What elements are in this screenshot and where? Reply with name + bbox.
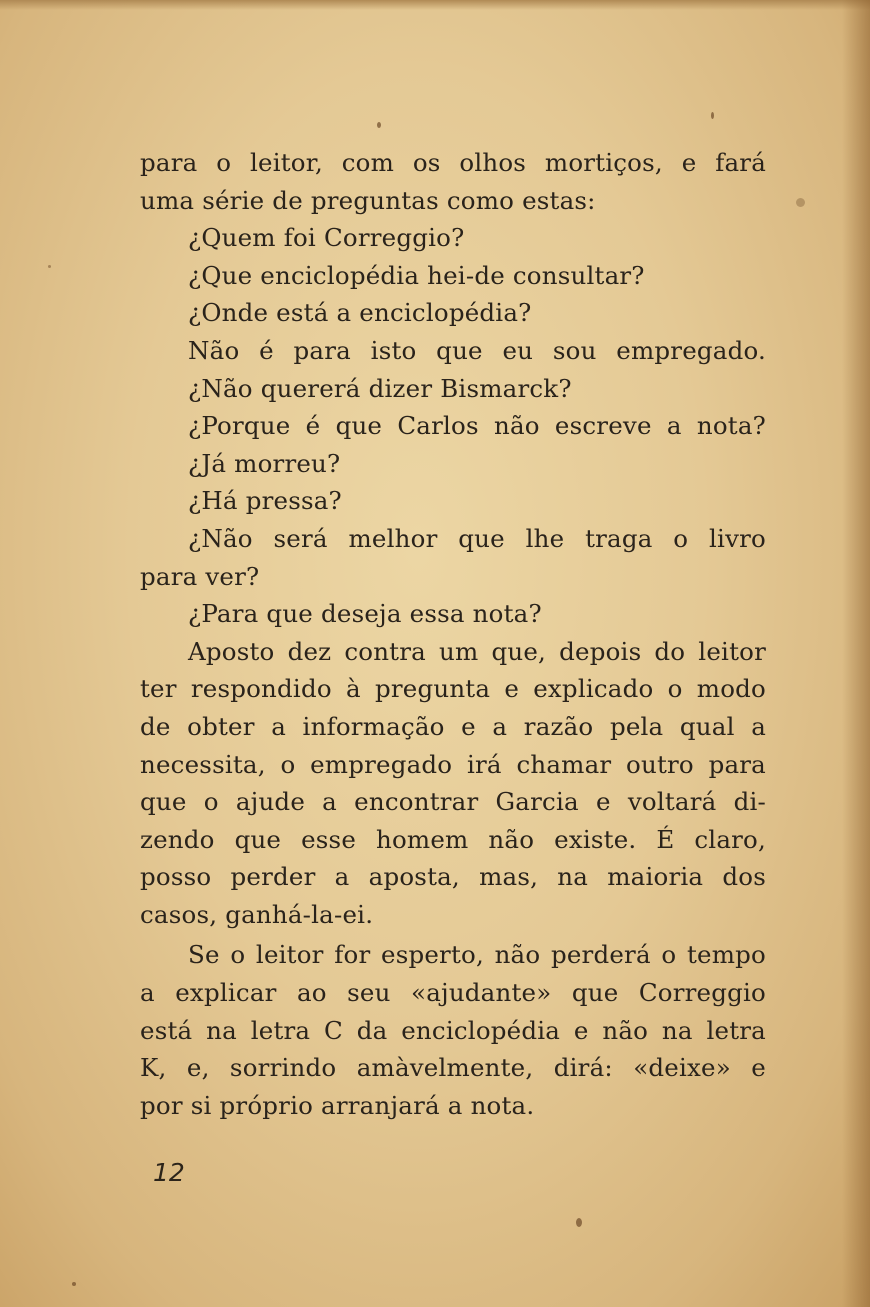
- ink-spot: [377, 122, 381, 128]
- text-line: de obter a informação e a razão pela qual a: [140, 711, 766, 741]
- text-line: K, e, sorrindo amàvelmente, dirá: «deixe» e: [140, 1053, 766, 1083]
- ink-spot: [72, 1282, 76, 1286]
- text-line: a explicar ao seu «ajudante» que Correggio: [140, 978, 766, 1008]
- text-line: ¿Não quererá dizer Bismarck?: [188, 373, 572, 403]
- text-line: Não é para isto que eu sou empregado.: [188, 335, 766, 365]
- text-line: ¿Não será melhor que lhe traga o livro: [188, 523, 766, 553]
- text-line: ¿Onde está a enciclopédia?: [188, 298, 532, 328]
- text-line: para o leitor, com os olhos mortiços, e fará: [140, 148, 766, 177]
- text-line: Aposto dez contra um que, depois do leitor: [188, 636, 766, 666]
- text-line: ter respondido à pregunta e explicado o modo: [140, 674, 766, 704]
- text-line: ¿Que enciclopédia hei-de consultar?: [188, 260, 645, 290]
- text-line: Se o leitor for esperto, não perderá o tempo: [188, 940, 766, 970]
- text-line: posso perder a aposta, mas, na maioria dos: [140, 862, 766, 892]
- text-line: ¿Porque é que Carlos não escreve a nota?: [188, 411, 766, 441]
- ink-spot: [576, 1218, 582, 1227]
- text-line: uma série de preguntas como estas:: [140, 185, 596, 215]
- page-body-text: [140, 144, 766, 1124]
- text-line: ¿Para que deseja essa nota?: [188, 599, 542, 629]
- ink-spot: [48, 265, 51, 268]
- page-number: 12: [153, 1158, 185, 1187]
- text-line: casos, ganhá-la-ei.: [140, 899, 374, 929]
- text-line: necessita, o empregado irá chamar outro para: [140, 749, 766, 779]
- text-line: ¿Já morreu?: [188, 448, 341, 478]
- text-line: para ver?: [140, 561, 260, 591]
- text-line: ¿Há pressa?: [188, 486, 342, 516]
- text-line: ¿Quem foi Correggio?: [188, 223, 465, 253]
- ink-spot: [796, 198, 805, 207]
- text-line: por si próprio arranjará a nota.: [140, 1090, 535, 1120]
- text-line: que o ajude a encontrar Garcia e voltará di-: [140, 787, 766, 817]
- ink-spot: [711, 112, 714, 119]
- text-line: está na letra C da enciclopédia e não na letra: [140, 1015, 766, 1045]
- text-line: zendo que esse homem não existe. É claro,: [140, 824, 766, 854]
